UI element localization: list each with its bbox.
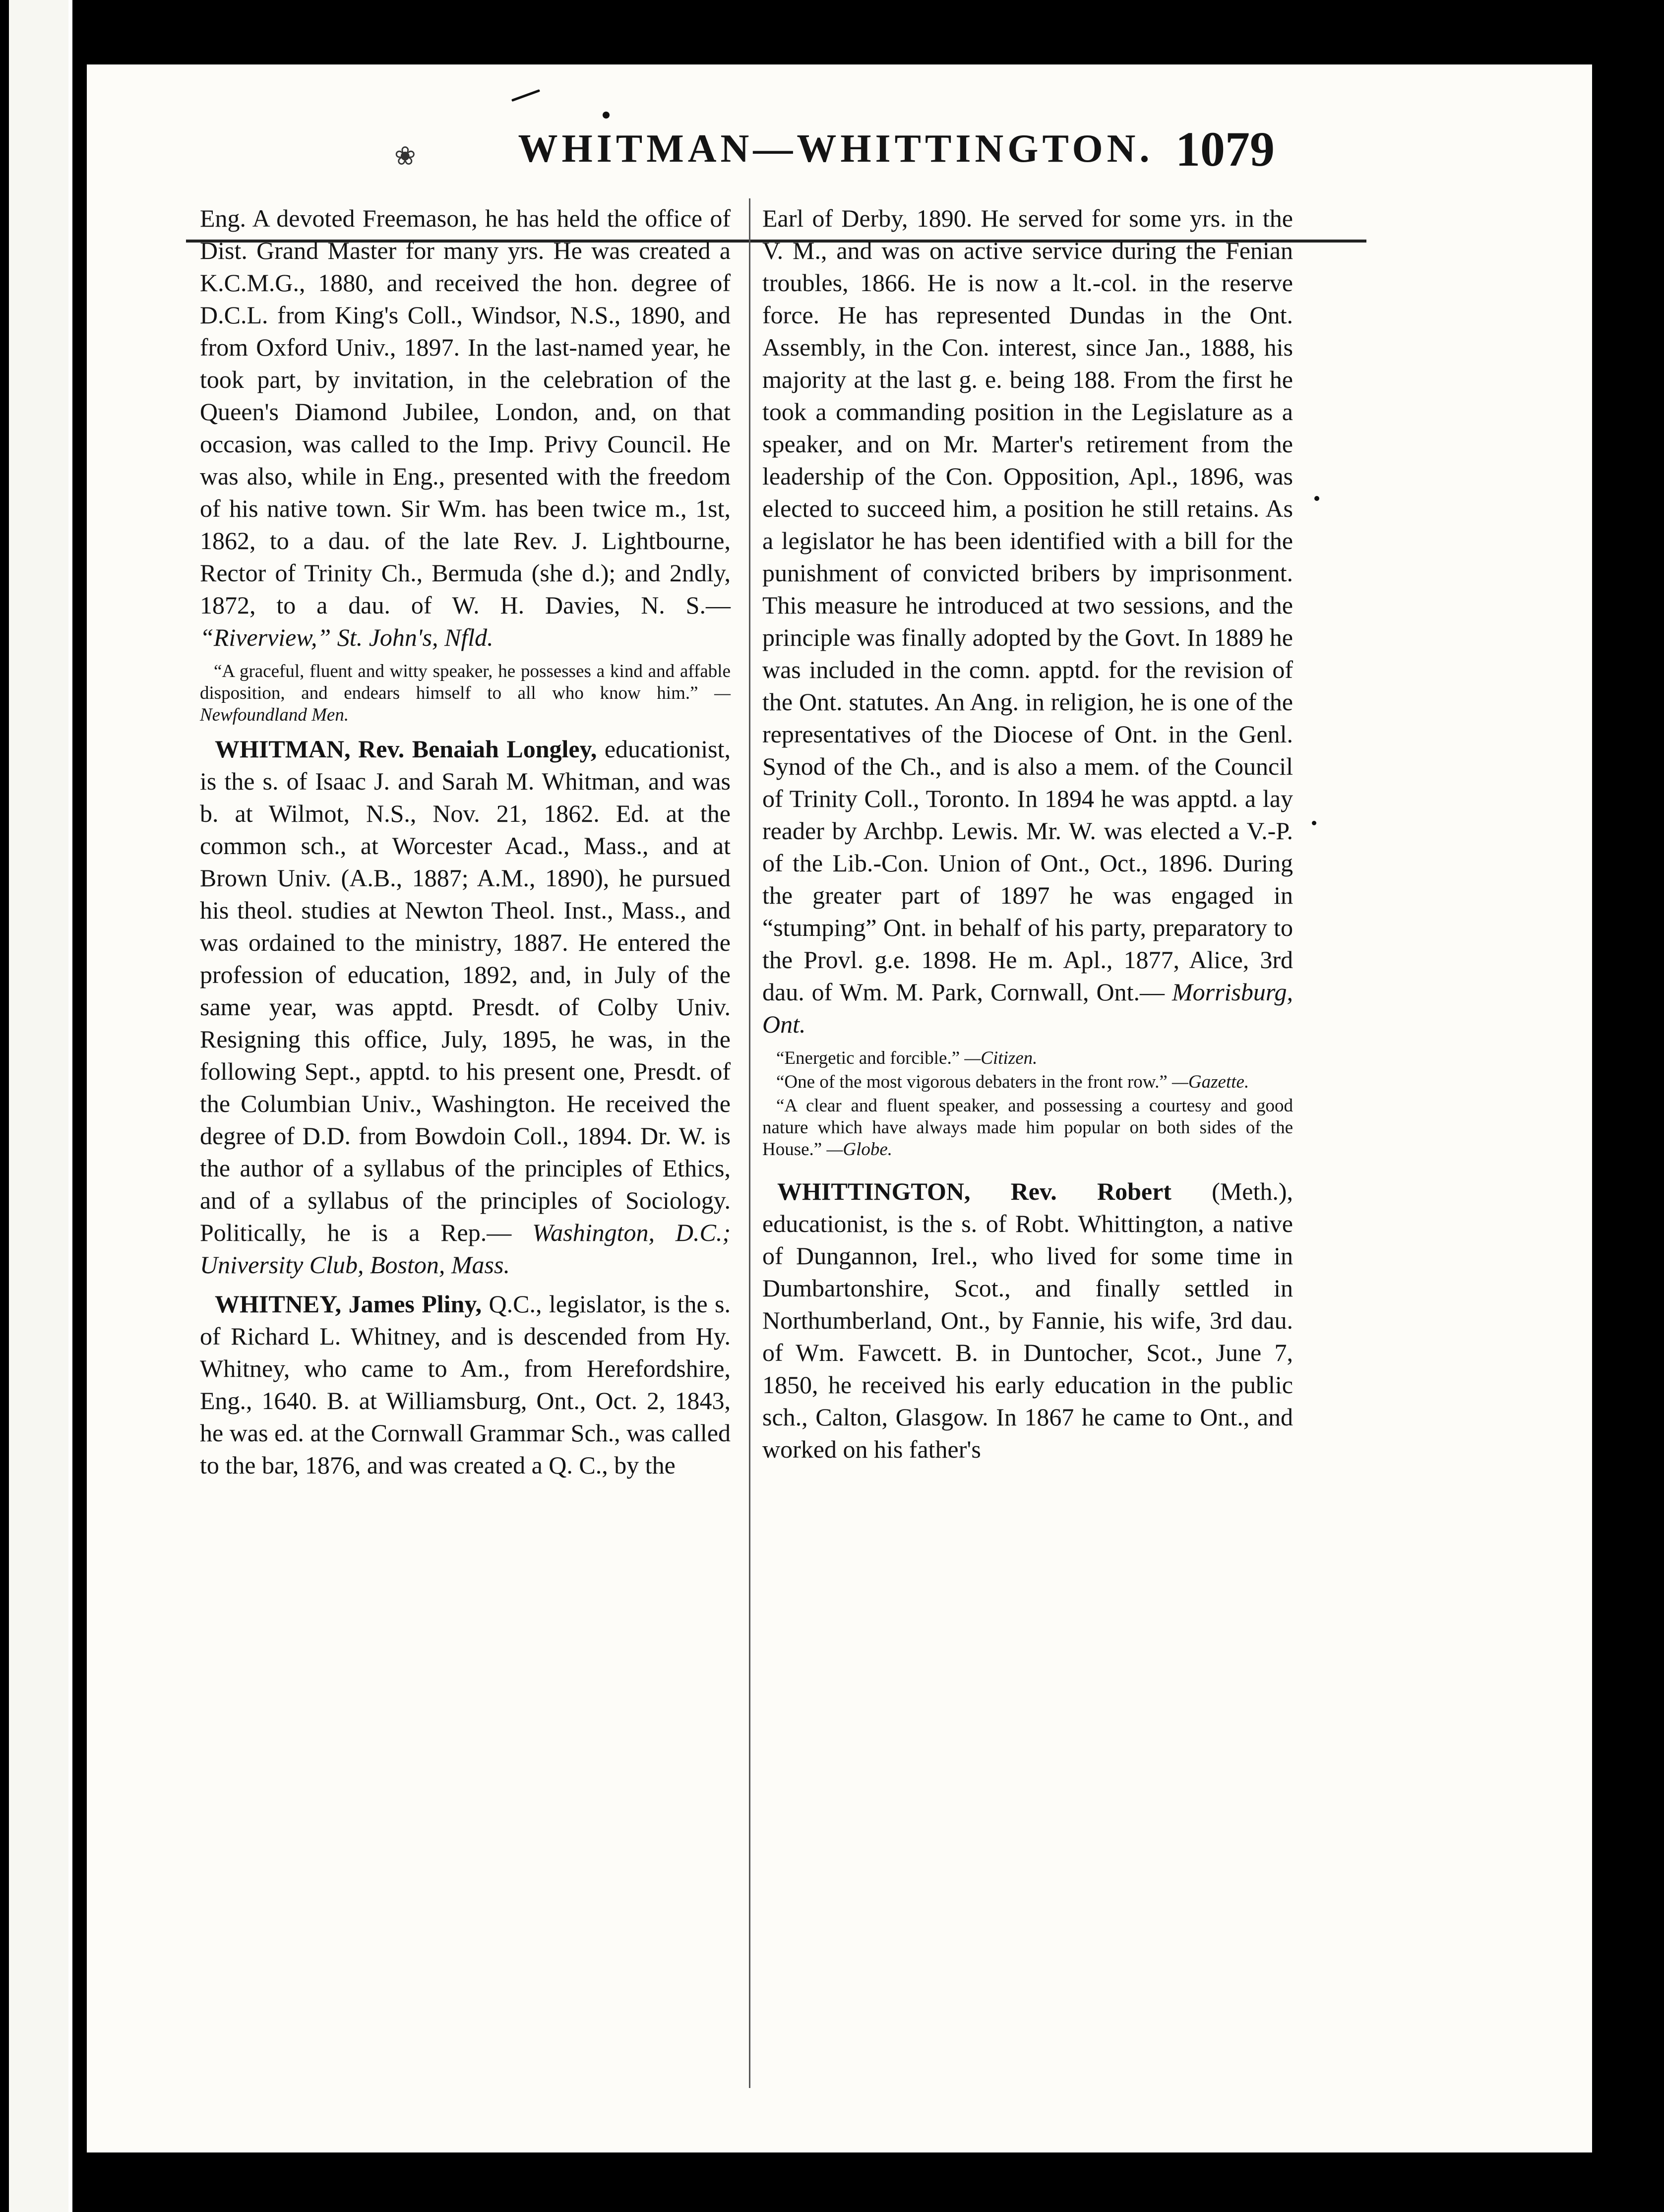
column-divider — [749, 198, 750, 2088]
scan-speck — [1312, 821, 1316, 825]
continued-entry-residence: Morrisburg, Ont. — [762, 978, 1294, 1038]
continued-entry-text: Eng. A devoted Freemason, he has held the office of Dist. Grand Master for many yrs. He was created a K.C.M.G., 1880, and received the hon. degree of D.C.L. from King's Coll., Windsor, N.S., 1890, and from Oxford Univ., 1897. In the last-named year, he took part, by invitation, in the celebration of the Queen's Diamond Jubilee, London, and, on that occasion, was called to the Imp. Privy Council. He was also, while in Eng., presented with the freedom of his native town. Sir Wm. has been twice m., 1st, 1862, to a dau. of the late Rev. J. Lightbourne, Rector of Trinity Ch., Bermuda (she d.); and 2ndly, 1872, to a dau. of W. H. Davies, N. S.— — [200, 204, 731, 619]
press-quote — [762, 1095, 1293, 1161]
entry-name: WHITMAN, Rev. Benaiah Longley, — [215, 735, 597, 763]
press-quote-text: “A clear and fluent speaker, and possessing a courtesy and good nature which have always made him popular on both sides of the House.” — [762, 1096, 1293, 1160]
entry-whitney — [200, 1288, 731, 1481]
press-quote-source: —Gazette. — [1172, 1072, 1249, 1092]
entry-whitman — [200, 733, 731, 1281]
scan-left-margin-strip — [9, 0, 72, 2212]
entry-residence: Washington, D.C.; University Club, Boston, Mass. — [200, 1219, 731, 1279]
continued-entry — [200, 202, 731, 654]
entry-whittington — [762, 1175, 1293, 1466]
press-quote-text: “A graceful, fluent and witty speaker, he possesses a kind and affable disposition, and endears himself to all who know him.” — [200, 661, 731, 703]
press-quote-source: —Citizen. — [964, 1048, 1038, 1068]
press-quote-text: “One of the most vigorous debaters in the front row.” — [776, 1072, 1168, 1092]
entry-text: educationist, is the s. of Isaac J. and Sarah M. Whitman, and was b. at Wilmot, N.S., Nov. 21, 1862. Ed. at the common sch., at Worcester Acad., Mass., and at Brown Univ. (A.B., 1887; A.M., 1890), he pursued his theol. studies at Newton Theol. Inst., Mass., and was ordained to the ministry, 1887. He entered the profession of education, 1892, and, in July of the same year, was apptd. Presdt. of Colby Univ. Resigning this office, July, 1895, he was, in the following Sept., apptd. to his present one, Presdt. of the Columbian Univ., Washington. He received the degree of D.D. from Bowdoin Coll., 1894. Dr. W. is the author of a syllabus of the principles of Ethics, and of a syllabus of the principles of Sociology. Politically, he is a Rep.— — [200, 735, 731, 1246]
continued-entry — [762, 202, 1293, 1041]
press-quote-source: —Globe. — [826, 1139, 893, 1160]
entry-text: (Meth.), educationist, is the s. of Robt. Whittington, a native of Dungannon, Irel., who lived for some time in Dumbartonshire, Scot., and finally settled in Northumberland, Ont., by Fannie, his wife, 3rd dau. of Wm. Fawcett. B. in Duntocher, Scot., June 7, 1850, he received his early education in the public sch., Calton, Glasgow. In 1867 he came to Ont., and worked on his father's — [762, 1177, 1293, 1463]
continued-entry-text: Earl of Derby, 1890. He served for some yrs. in the V. M., and was on active service during the Fenian troubles, 1866. He is now a lt.-col. in the reserve force. He has represented Dundas in the Ont. Assembly, in the Con. interest, since Jan., 1888, his majority at the last g. e. being 188. From the first he took a commanding position in the Legislature as a speaker, and on Mr. Marter's retirement from the leadership of the Con. Opposition, Apl., 1896, was elected to succeed him, a position he still retains. As a legislator he has been identified with a bill for the punishment of convicted bribers by imprisonment. This measure he introduced at two sessions, and the principle was finally adopted by the Govt. In 1889 he was included in the comn. apptd. for the revision of the Ont. statutes. An Ang. in religion, he is one of the representatives of the Diocese of Ont. in the Genl. Synod of the Ch., and is also a mem. of the Council of Trinity Coll., Toronto. In 1894 he was apptd. a lay reader by Archbp. Lewis. Mr. W. was elected a V.-P. of the Lib.-Con. Union of Ont., Oct., 1896. During the greater part of 1897 he was engaged in “stumping” Ont. in behalf of his party, preparatory to the Provl. g.e. 1898. He m. Apl., 1877, Alice, 3rd dau. of Wm. M. Park, Cornwall, Ont.— — [762, 204, 1293, 1006]
page-header — [87, 122, 1592, 191]
press-quote — [762, 1071, 1293, 1093]
book-page — [87, 64, 1592, 2152]
printer-ornament-icon: ❀ — [394, 141, 416, 171]
entry-name: WHITTINGTON, Rev. Robert — [777, 1177, 1171, 1205]
scan-speck — [1314, 496, 1319, 501]
press-quote — [762, 1047, 1293, 1069]
entry-text: Q.C., legislator, is the s. of Richard L. Whitney, and is descended from Hy. Whitney, who came to Am., from Herefordshire, Eng., 1640. B. at Williamsburg, Ont., Oct. 2, 1843, he was ed. at the Cornwall Grammar Sch., was called to the bar, 1876, and was created a Q. C., by the — [200, 1290, 731, 1479]
press-quote-source: —Newfoundland Men. — [200, 683, 731, 725]
press-quote — [200, 661, 731, 726]
entry-name: WHITNEY, James Pliny, — [215, 1290, 482, 1318]
scan-speck — [603, 112, 610, 119]
press-quote-text: “Energetic and forcible.” — [776, 1048, 960, 1068]
running-head: WHITMAN—WHITTINGTON. — [518, 127, 1154, 171]
page-number: 1079 — [1175, 122, 1275, 177]
left-column — [200, 202, 731, 1481]
right-column — [762, 202, 1293, 1466]
continued-entry-residence: “Riverview,” St. John's, Nfld. — [200, 623, 493, 651]
scan-speck — [511, 89, 540, 102]
